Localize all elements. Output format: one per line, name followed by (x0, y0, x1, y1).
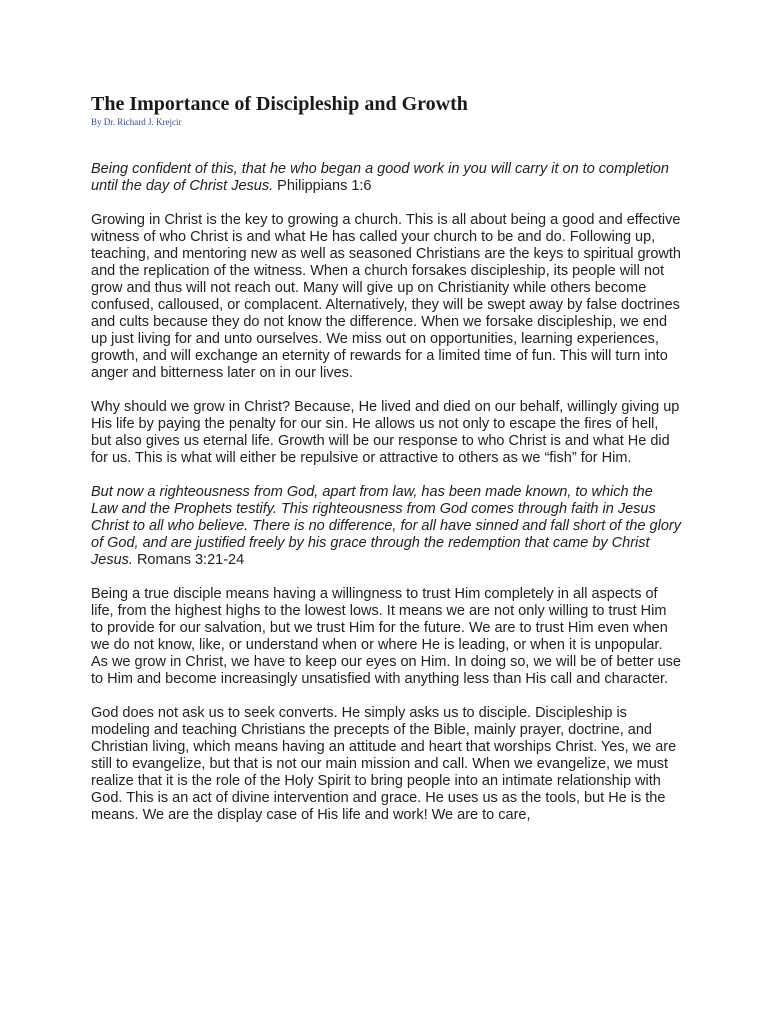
scripture-quote: But now a righteousness from God, apart from law, has been made known, to which the Law and the Prophets testify. This righteousness from God comes through faith in Jesus Christ to all who believe. There is no difference, for all have sinned and fall short of the glory of God, and are justified freely by his grace through the redemption that came by Christ Jesus. (91, 484, 681, 568)
body-paragraph: God does not ask us to seek converts. He simply asks us to disciple. Discipleship is modeling and teaching Christians the precepts of the Bible, mainly prayer, doctrine, and Christian living, which means having an attitude and heart that worships Christ. Yes, we are still to evangelize, but that is not our main mission and call. When we evangelize, we must realize that it is the role of the Holy Spirit to bring people into an intimate relationship with God. This is an act of divine intervention and grace. He uses us as the tools, but He is the means. We are the display case of His life and work! We are to care, (91, 705, 677, 823)
scripture-reference: Romans 3:21-24 (132, 552, 245, 568)
body-paragraph: Why should we grow in Christ? Because, He lived and died on our behalf, willingly giving up His life by paying the penalty for our sin. He allows us not only to escape the fires of hell, but also gives us eternal life. Growth will be our response to who Christ is and what He did for us. This is what will either be repulsive or attractive to others as we “fish” for Him. (91, 399, 680, 466)
body-paragraph: Being a true disciple means having a willingness to trust Him completely in all aspects of life, from the highest highs to the lowest lows. It means we are not only willing to trust Him to provide for our salvation, but we trust Him for the future. We are to trust Him even when we do not know, like, or understand when or where He is leading, or when it is unpopular. As we grow in Christ, we have to keep our eyes on Him. In doing so, we will be of better use to Him and become increasingly unsatisfied with anything less than His call and character. (91, 586, 681, 687)
scripture-reference: Philippians 1:6 (273, 178, 372, 194)
document-page (91, 92, 681, 841)
document-title: The Importance of Discipleship and Growth (91, 93, 468, 115)
author-byline: By Dr. Richard J. Krejcir (91, 117, 182, 127)
scripture-paragraph-romans (91, 484, 681, 569)
body-paragraph: Growing in Christ is the key to growing a church. This is all about being a good and effective witness of who Christ is and what He has called your church to be and do. Following up, teaching, and mentoring new as well as seasoned Christians are the keys to spiritual growth and the replication of the witness. When a church forsakes discipleship, its people will not grow and thus will not reach out. Many will give up on Christianity while others become confused, calloused, or complacent. Alternatively, they will be swept away by false doctrines and cults because they do not know the difference. When we forsake discipleship, we end up just living for and unto ourselves. We miss out on opportunities, learning experiences, growth, and will exchange an eternity of rewards for a limited time of fun. This will turn into anger and bitterness later on in our lives. (91, 212, 681, 381)
scripture-quote: Being confident of this, that he who began a good work in you will carry it on to completion until the day of Christ Jesus. (91, 161, 669, 194)
scripture-paragraph-philippians (91, 161, 681, 195)
